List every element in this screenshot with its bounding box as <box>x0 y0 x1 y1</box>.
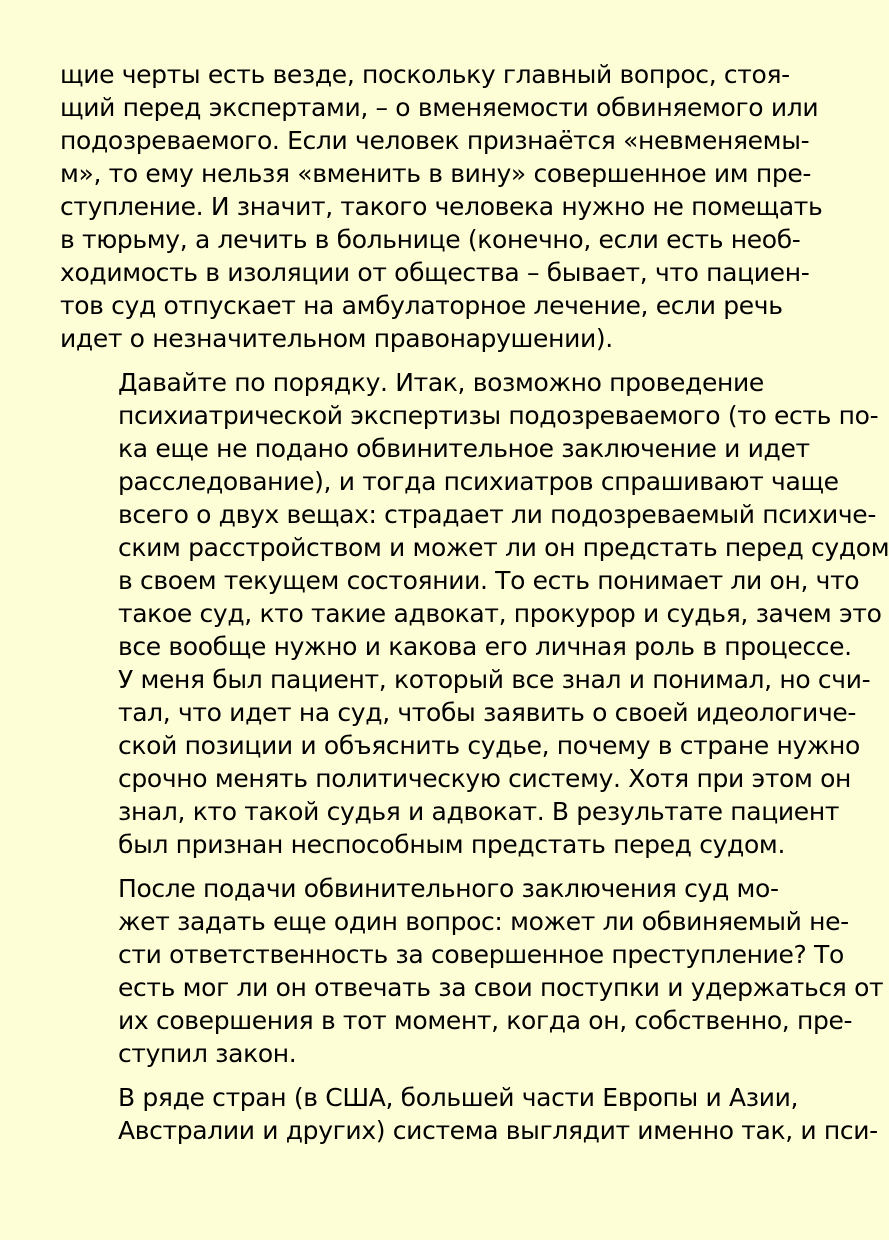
text-line: Давайте по порядку. Итак, возможно проведение <box>118 368 764 397</box>
text-line: в тюрьму, а лечить в больнице (конечно, если есть необ- <box>60 225 801 254</box>
text-line: жет задать еще один вопрос: может ли обвиняемый не- <box>118 907 849 936</box>
text-line: срочно менять политическую систему. Хотя при этом он <box>118 764 852 793</box>
text-line: ходимость в изоляции от общества – бывает, что пациен- <box>60 258 810 287</box>
text-line: расследование), и тогда психиатров спрашивают чаще <box>118 467 839 496</box>
text-line: сти ответственность за совершенное преступление? То <box>118 940 844 969</box>
text-line: их совершения в тот момент, когда он, собственно, пре- <box>118 1006 853 1035</box>
text-line: В ряде стран (в США, большей части Европы и Азии, <box>118 1083 799 1112</box>
text-line: ским расстройством и может ли он предстать перед судом <box>118 533 889 562</box>
text-line: есть мог ли он отвечать за свои поступки и удержаться от <box>118 973 884 1002</box>
text-line: Австралии и других) система выглядит именно так, и пси- <box>118 1116 878 1145</box>
text-line: идет о незначительном правонарушении). <box>60 324 613 353</box>
text-body <box>60 58 889 1147</box>
text-line: м», то ему нельзя «вменить в вину» совершенное им пре- <box>60 159 812 188</box>
text-line: знал, кто такой судья и адвокат. В результате пациент <box>118 797 840 826</box>
text-line: всего о двух вещах: страдает ли подозреваемый психиче- <box>118 500 876 529</box>
text-line: ступление. И значит, такого человека нужно не помещать <box>60 192 823 221</box>
text-line: У меня был пациент, который все знал и понимал, но счи- <box>118 665 871 694</box>
paragraph <box>60 872 884 1070</box>
text-line: в своем текущем состоянии. То есть понимает ли он, что <box>118 566 860 595</box>
text-line: ка еще не подано обвинительное заключение и идет <box>118 434 810 463</box>
text-line: все вообще нужно и какова его личная роль в процессе. <box>118 632 852 661</box>
text-line: тал, что идет на суд, чтобы заявить о своей идеологиче- <box>118 698 857 727</box>
paragraph <box>60 1081 878 1147</box>
text-line: тов суд отпускает на амбулаторное лечение, если речь <box>60 291 783 320</box>
text-line: щий перед экспертами, – о вменяемости обвиняемого или <box>60 93 819 122</box>
text-line: психиатрической экспертизы подозреваемого (то есть по- <box>118 401 879 430</box>
text-line: был признан неспособным предстать перед судом. <box>118 830 786 859</box>
paragraph <box>60 58 823 355</box>
text-line: ступил закон. <box>118 1039 297 1068</box>
paragraph <box>60 366 889 861</box>
text-line: После подачи обвинительного заключения суд мо- <box>118 874 779 903</box>
text-line: подозреваемого. Если человек признаётся «невменяемы- <box>60 126 810 155</box>
text-line: щие черты есть везде, поскольку главный вопрос, стоя- <box>60 60 790 89</box>
text-line: ской позиции и объяснить судье, почему в стране нужно <box>118 731 860 760</box>
text-line: такое суд, кто такие адвокат, прокурор и судья, зачем это <box>118 599 882 628</box>
